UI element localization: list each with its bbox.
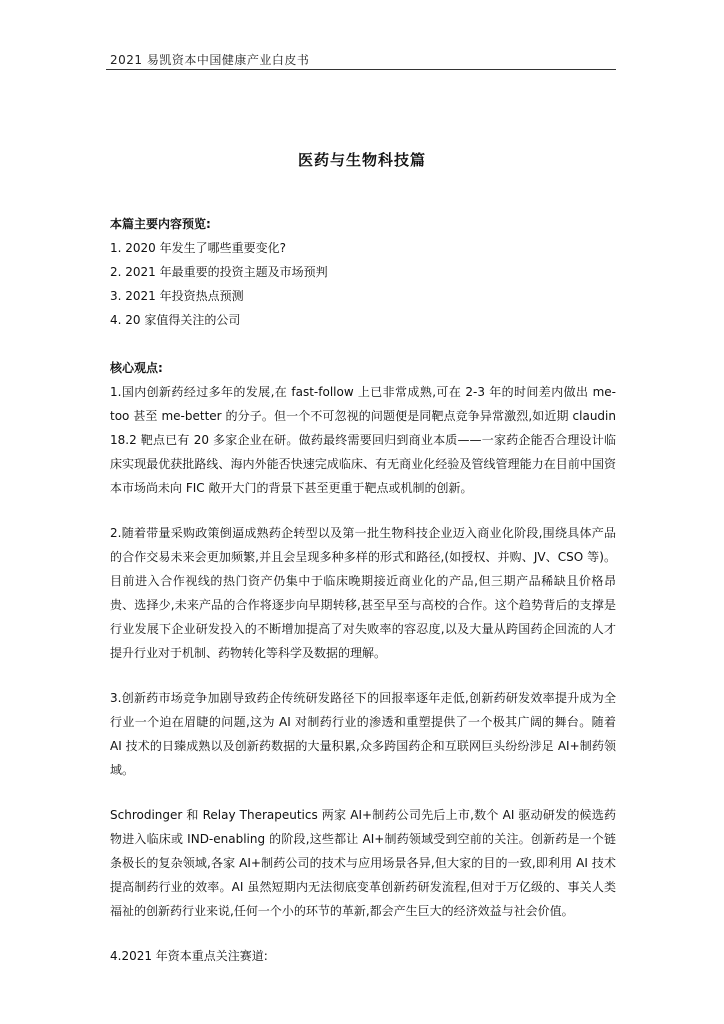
running-header: 2021 易凯资本中国健康产业白皮书: [110, 53, 310, 67]
core-heading: 核心观点:: [110, 361, 163, 375]
preview-heading: 本篇主要内容预览:: [110, 217, 211, 231]
preview-list: [110, 236, 616, 332]
body-content: [110, 212, 616, 968]
core-paragraph-2: 2.随着带量采购政策倒逼成熟药企转型以及第一批生物科技企业迈入商业化阶段,围绕具体产品的合作交易未来会更加频繁,并且会呈现多种多样的形式和路径,(如授权、并购、JV、CSO 等)。目前进入合作视线的热门资产仍集中于临床晚期接近商业化的产品,但三期产品稀缺且价格昂贵、选择少,未来产品的合作将逐步向早期转移,甚至早至与高校的合作。这个趋势背后的支撑是行业发展下企业研发投入的不断增加提高了对失败率的容忍度,以及大量从跨国药企回流的人才提升行业对于机制、药物转化等科学及数据的理解。: [110, 526, 616, 660]
core-paragraph-4: Schrodinger 和 Relay Therapeutics 两家 AI+制药公司先后上市,数个 AI 驱动研发的候选药物进入临床或 IND-enabling 的阶段,这些都让 AI+制药领域受到空前的关注。创新药是一个链条极长的复杂领域,各家 AI+制药公司的技术与应用场景各异,但大家的目的一致,即利用 AI 技术提高制药行业的效率。AI 虽然短期内无法彻底变革创新药研发流程,但对于万亿级的、事关人类福祉的创新药行业来说,任何一个小的环节的革新,都会产生巨大的经济效益与社会价值。: [110, 808, 616, 918]
preview-item: 3. 2021 年投资热点预测: [110, 289, 244, 303]
core-paragraph-5: 4.2021 年资本重点关注赛道:: [110, 949, 268, 963]
page-title: 医药与生物科技篇: [297, 151, 426, 169]
preview-item: 2. 2021 年最重要的投资主题及市场预判: [110, 265, 328, 279]
core-paragraph-1: 1.国内创新药经过多年的发展,在 fast-follow 上已非常成熟,可在 2-3 年的时间差内做出 me-too 甚至 me-better 的分子。但一个不可忽视的问题便是同靶点竞争异常激烈,如近期 claudin 18.2 靶点已有 20 多家企业在研。做药最终需要回归到商业本质——一家药企能否合理设计临床实现最优获批路线、海内外能否快速完成临床、有无商业化经验及管线管理能力在目前中国资本市场尚未向 FIC 敞开大门的背景下甚至更重于靶点或机制的创新。: [110, 385, 616, 495]
header-rule: [106, 69, 616, 70]
core-paragraph-3: 3.创新药市场竞争加剧导致药企传统研发路径下的回报率逐年走低,创新药研发效率提升成为全行业一个迫在眉睫的问题,这为 AI 对制药行业的渗透和重塑提供了一个极其广阔的舞台。随着 AI 技术的日臻成熟以及创新药数据的大量积累,众多跨国药企和互联网巨头纷纷涉足 AI+制药领域。: [110, 691, 616, 777]
preview-item: 1. 2020 年发生了哪些重要变化?: [110, 241, 286, 255]
preview-item: 4. 20 家值得关注的公司: [110, 313, 241, 327]
section-spacer: [110, 332, 616, 356]
